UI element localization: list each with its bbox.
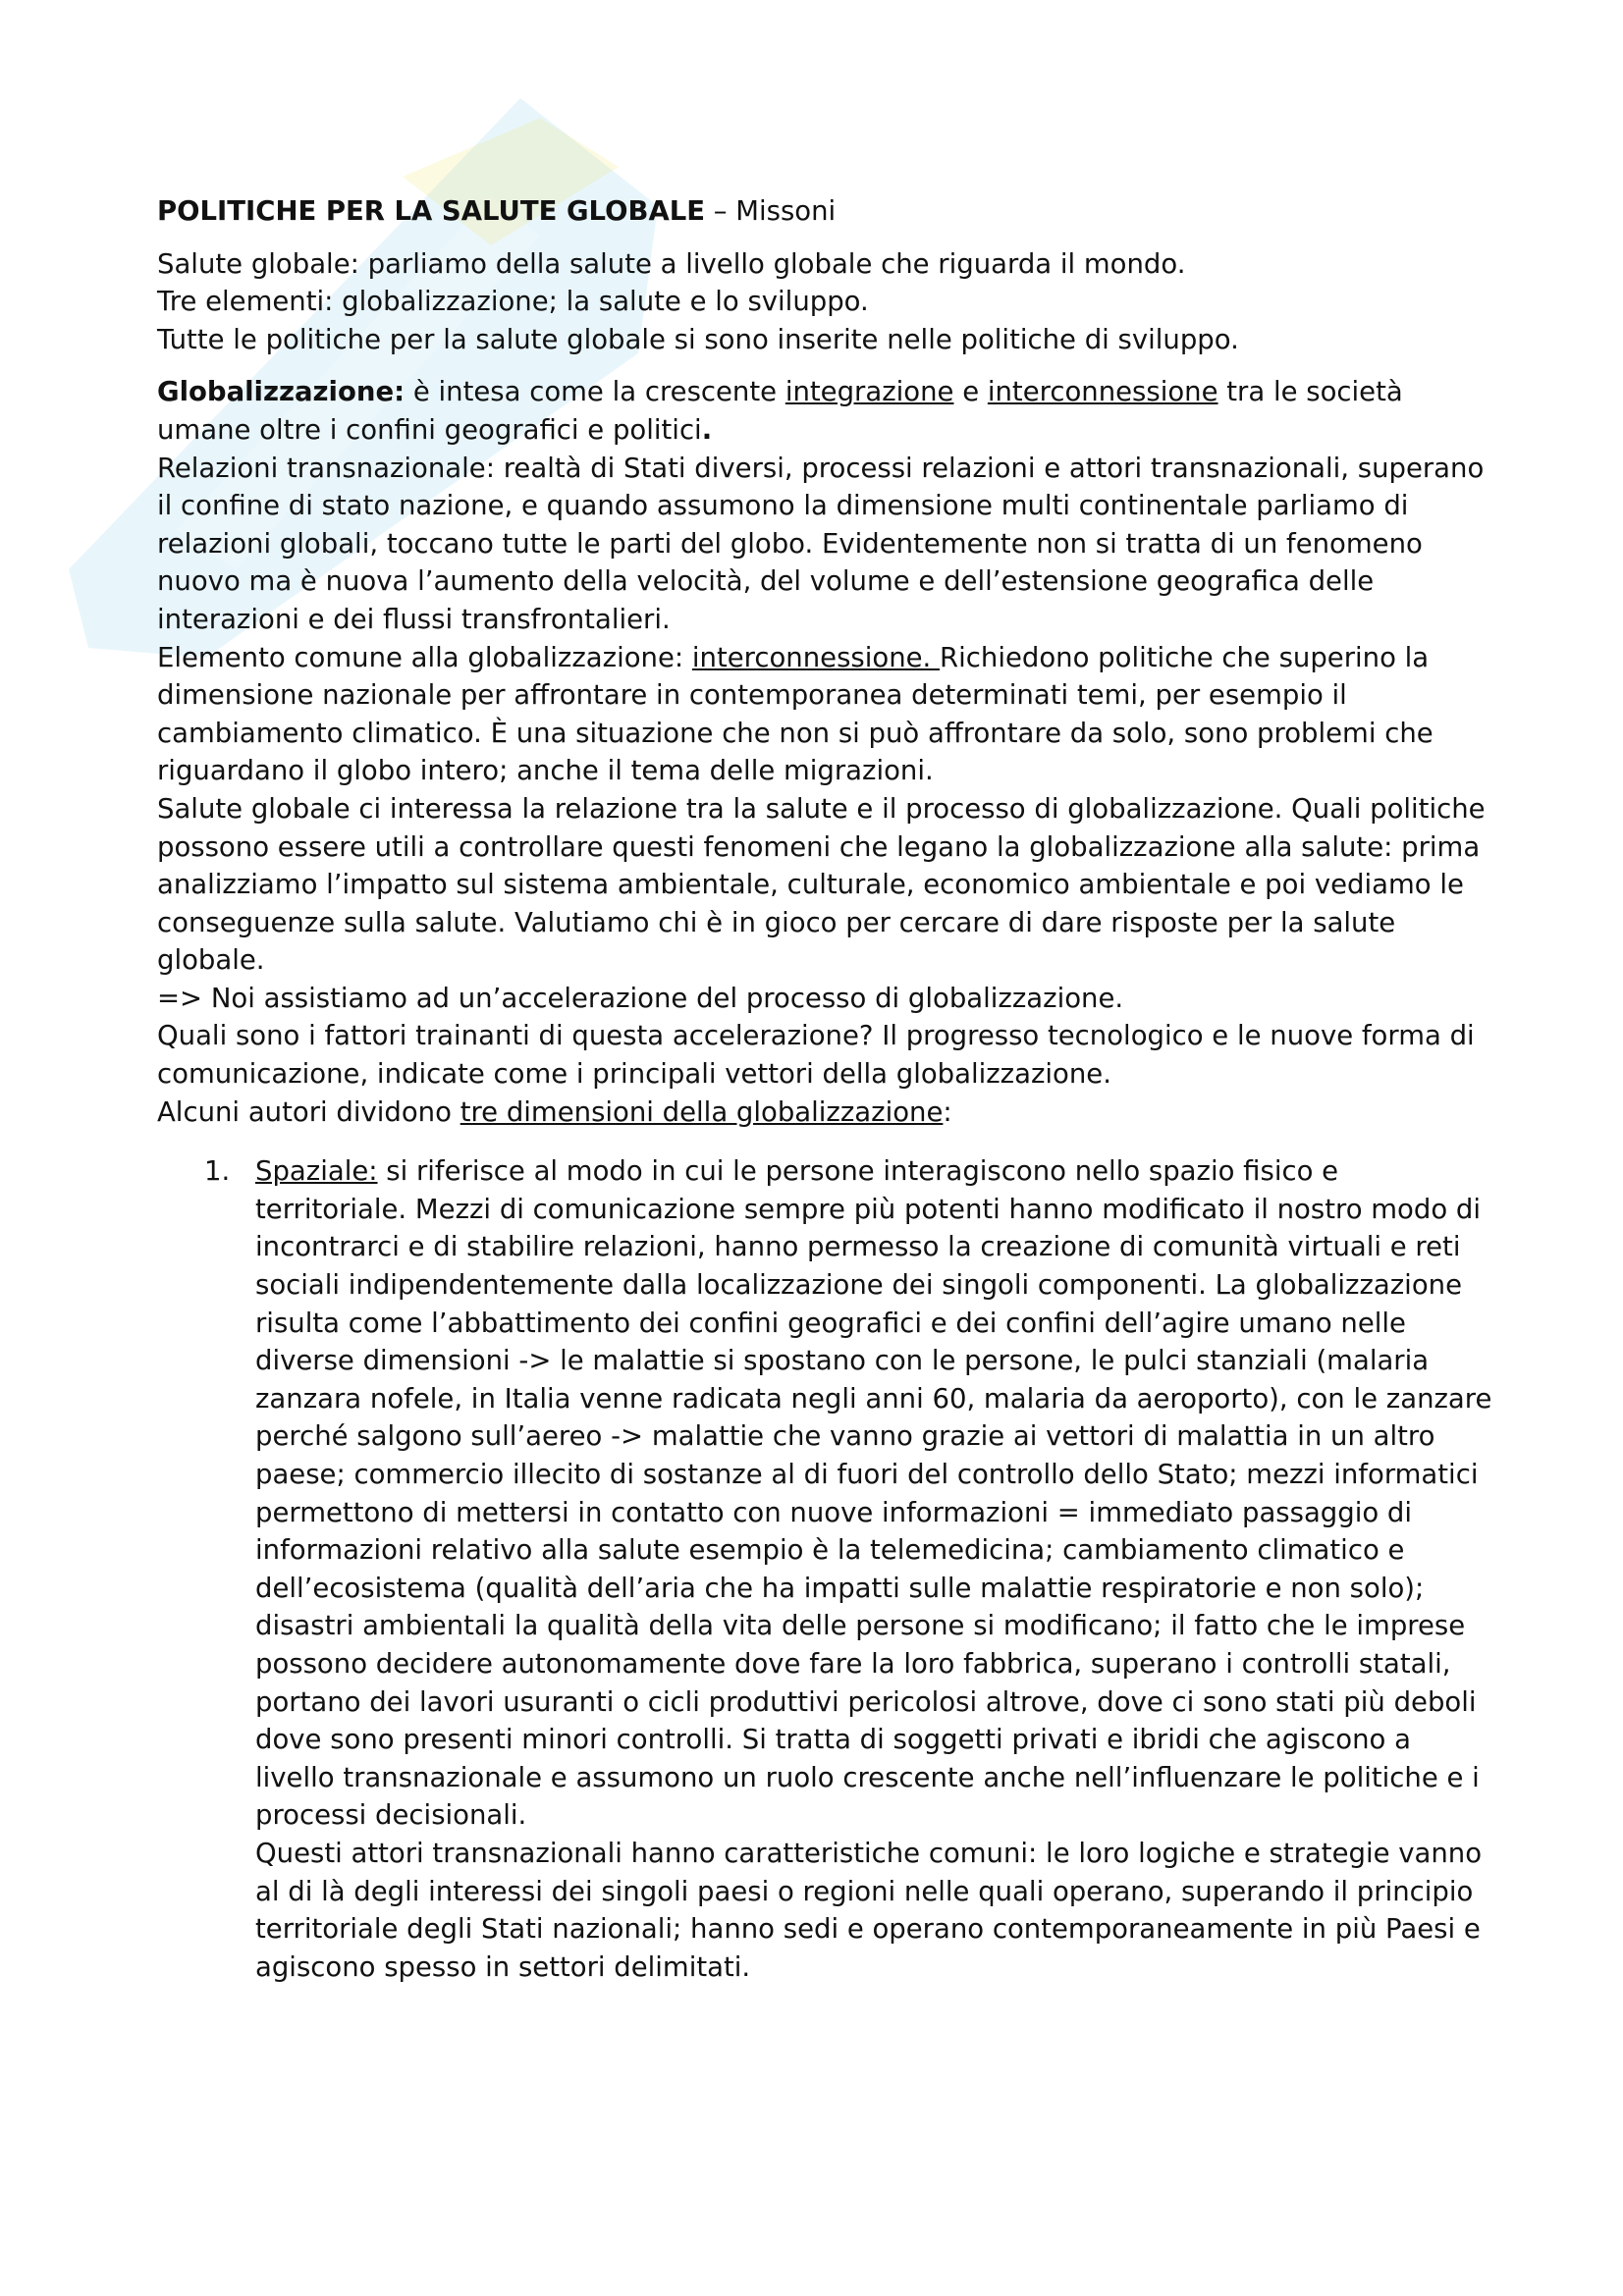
title-author: – Missoni xyxy=(705,195,837,227)
paragraph: => Noi assistiamo ad un’accelerazione del processo di globalizzazione. xyxy=(157,982,1124,1014)
text-run: tra le società umane oltre i confini geografici e politici xyxy=(157,376,1403,446)
title-bold: POLITICHE PER LA SALUTE GLOBALE xyxy=(157,195,706,227)
list-number: 1. xyxy=(204,1155,231,1188)
dimensions-list xyxy=(157,1152,1492,1986)
text-run: si riferisce al modo in cui le persone interagiscono nello spazio fisico e territoriale. Mezzi di comunicazione sempre più potenti hanno modificato il nostro modo di incontrarci e di stabilire relazioni, hanno permesso la creazione di comunità virtuali e reti sociali indipendentemente dalla localizzazione dei singoli componenti. La globalizzazione risulta come l’abbattimento dei confini geografici e dei confini dell’agire umano nelle diverse dimensioni -> le malattie si spostano con le persone, le pulci stanziali (malaria zanzara nofele, in Italia venne radicata negli anni 60, malaria da aeroporto), con le zanzare perché salgono sull’aereo -> malattie che vanno grazie ai vettori di malattia in un altro paese; commercio illecito di sostanze al di fuori del controllo dello Stato; mezzi informatici permettono di mettersi in contatto con nuove informazioni = immediato passaggio di informazioni relativo alla salute esempio è la telemedicina; cambiamento climatico e dell’ecosistema (qualità dell’aria che ha impatti sulle malattie respiratorie e non solo); disastri ambientali la qualità della vita delle persone si modificano; il fatto che le imprese possono decidere autonomamente dove fare la loro fabbrica, superano i controlli statali, portano dei lavori usuranti o cicli produttivi pericolosi altrove, dove ci sono stati più deboli dove sono presenti minori controlli. Si tratta di soggetti privati e ibridi che agiscono a livello transnazionale e assumono un ruolo crescente anche nell’influenzare le politiche e i processi decisionali. xyxy=(255,1155,1492,1832)
text-run: : xyxy=(943,1095,952,1128)
document-title xyxy=(157,192,1492,231)
globalizzazione-section xyxy=(157,373,1492,1131)
text-run: . xyxy=(701,413,713,446)
intro-section xyxy=(157,245,1492,359)
intro-line: Tutte le politiche per la salute globale si sono inserite nelle politiche di sviluppo. xyxy=(157,323,1239,355)
text-run: Elemento comune alla globalizzazione: xyxy=(157,641,692,673)
list-item xyxy=(157,1152,1492,1986)
paragraph: Relazioni transnazionale: realtà di Stati diversi, processi relazioni e attori transnazionali, superano il confine di stato nazione, e quando assumono la dimensione multi continentale parliamo di relazioni globali, toccano tutte le parti del globo. Evidentemente non si tratta di un fenomeno nuovo ma è nuova l’aumento della velocità, del volume e dell’estensione geografica delle interazioni e dei flussi transfrontalieri. xyxy=(157,452,1485,635)
intro-line: Salute globale: parliamo della salute a livello globale che riguarda il mondo. xyxy=(157,247,1186,280)
paragraph: Salute globale ci interessa la relazione tra la salute e il processo di globalizzazione. Quali politiche possono essere utili a controllare questi fenomeni che legano la globalizzazione alla salute: prima analizziamo l’impatto sul sistema ambientale, culturale, economico ambientale e poi vediamo le conseguenze sulla salute. Valutiamo chi è in gioco per cercare di dare risposte per la salute globale. xyxy=(157,792,1486,977)
list-item-label: Spaziale: xyxy=(255,1155,378,1188)
intro-line: Tre elementi: globalizzazione; la salute e lo sviluppo. xyxy=(157,286,869,318)
underlined-term: tre dimensioni della globalizzazione xyxy=(460,1095,944,1128)
globalizzazione-label: Globalizzazione: xyxy=(157,376,406,408)
paragraph xyxy=(157,639,1492,790)
globalizzazione-definition xyxy=(157,373,1492,449)
text-run: e xyxy=(953,376,988,408)
underlined-term: interconnessione. xyxy=(691,641,941,673)
document-body xyxy=(157,192,1492,1986)
underlined-term: integrazione xyxy=(784,376,954,408)
text-run: è intesa come la crescente xyxy=(405,376,785,408)
text-run: Alcuni autori dividono xyxy=(157,1095,460,1128)
paragraph: Quali sono i fattori trainanti di questa accelerazione? Il progresso tecnologico e le nuove forma di comunicazione, indicate come i principali vettori della globalizzazione. xyxy=(157,1020,1475,1091)
underlined-term: interconnessione xyxy=(987,376,1218,408)
list-item-text xyxy=(255,1152,1492,1835)
paragraph xyxy=(157,1094,1492,1132)
list-item-extra: Questi attori transnazionali hanno caratteristiche comuni: le loro logiche e strategie vanno al di là degli interessi dei singoli paesi o regioni nelle quali operano, superando il principio territoriale degli Stati nazionali; hanno sedi e operano contemporaneamente in più Paesi e agiscono spesso in settori delimitati. xyxy=(255,1837,1483,1983)
text-run: Richiedono politiche che superino la dimensione nazionale per affrontare in contemporanea determinati temi, per esempio il cambiamento climatico. È una situazione che non si può affrontare da solo, sono problemi che riguardano il globo intero; anche il tema delle migrazioni. xyxy=(157,641,1434,787)
